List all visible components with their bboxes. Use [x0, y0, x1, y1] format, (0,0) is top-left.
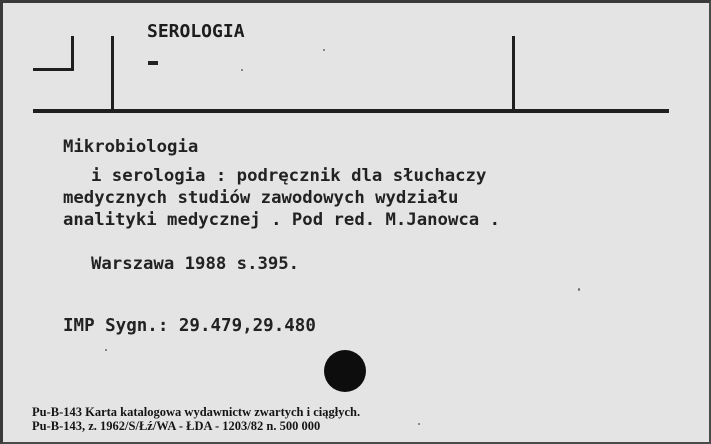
description-line: medycznych studiów zawodowych wydziału — [63, 188, 459, 208]
paper-speck — [241, 69, 243, 71]
description-line: Mikrobiologia — [63, 137, 199, 157]
header-rule — [33, 109, 669, 113]
header-divider-left — [111, 36, 114, 111]
call-number: IMP Sygn.: 29.479,29.480 — [63, 316, 316, 336]
header-divider-right — [512, 36, 515, 111]
footer-imprint-line-1: Pu-B-143 Karta katalogowa wydawnictw zwartych i ciągłych. — [32, 405, 361, 419]
paper-speck — [323, 49, 325, 51]
description-line: Warszawa 1988 s.395. — [91, 254, 300, 274]
paper-speck — [578, 288, 580, 291]
corner-mark-horizontal — [33, 68, 74, 71]
subject-dash — [148, 61, 158, 65]
subject-heading: SEROLOGIA — [147, 21, 245, 42]
description-line: analityki medycznej . Pod red. M.Janowca . — [63, 210, 500, 230]
footer-imprint-line-2: Pu-B-143, z. 1962/S/Łź/WA - ŁDA - 1203/82 n. 500 000 — [32, 419, 321, 433]
paper-speck — [105, 349, 107, 351]
punch-hole — [324, 350, 366, 392]
paper-speck — [418, 423, 420, 425]
description-line: i serologia : podręcznik dla słuchaczy — [91, 166, 487, 186]
corner-mark-vertical — [71, 36, 74, 71]
